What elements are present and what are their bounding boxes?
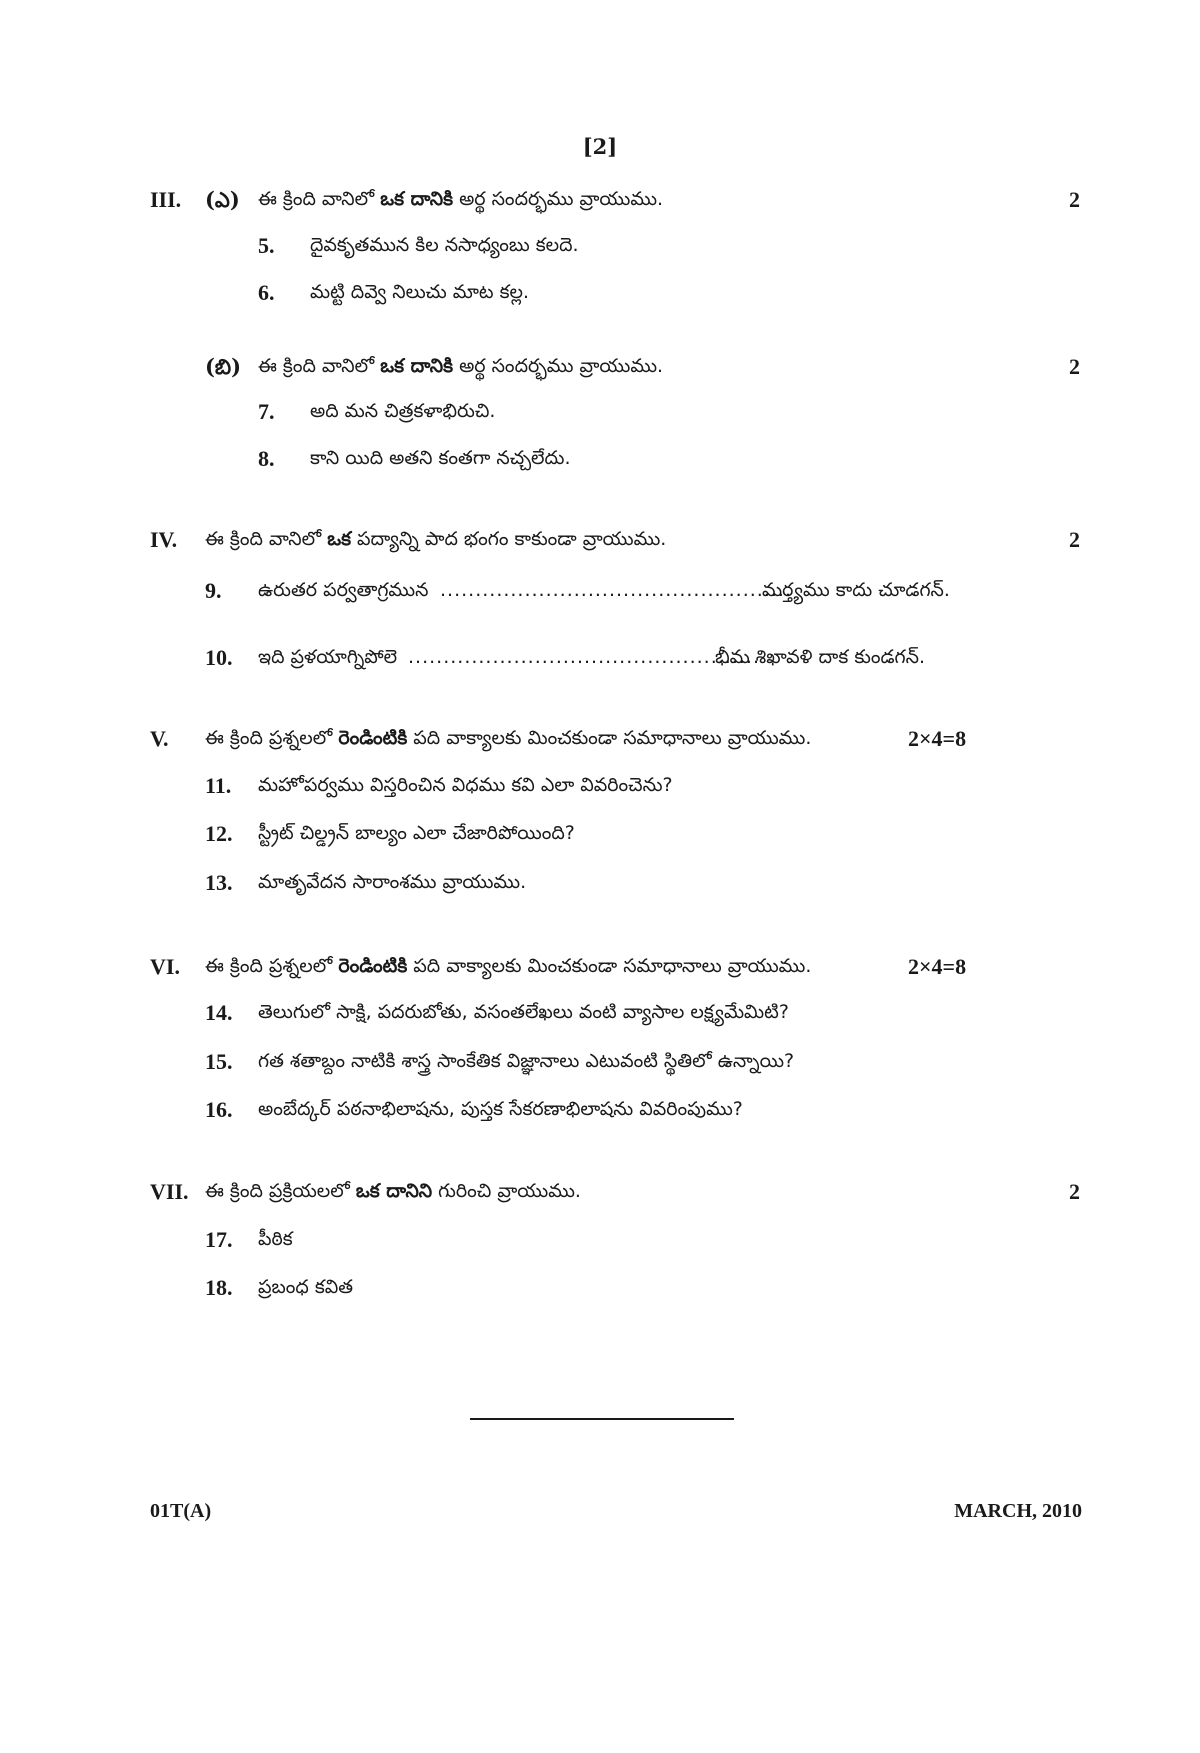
page-number: [2] [582, 134, 618, 159]
section-vii-numeral: VII. [150, 1179, 189, 1204]
end-divider [470, 1418, 734, 1420]
question-number: 9. [205, 578, 222, 603]
question-number: 7. [258, 399, 275, 424]
section-vii-marks: 2 [1069, 1179, 1080, 1204]
question-text: తెలుగులో సాక్షి, పదరుబోతు, వసంతలేఖలు వంటి వ్యాసాల లక్ష్యమేమిటి? [258, 1001, 789, 1023]
section-vi-numeral: VI. [150, 954, 180, 979]
question-text: స్ట్రీట్ చిల్డ్రన్ బాల్యం ఎలా చేజారిపోయింది? [258, 822, 575, 844]
question-number: 6. [258, 280, 275, 305]
verse-ellipsis: .................................................. [408, 646, 760, 668]
question-text: మాతృవేదన సారాంశము వ్రాయుము. [258, 871, 527, 893]
question-number: 18. [205, 1275, 233, 1300]
paper-code: 01T(A) [150, 1500, 212, 1522]
section-v-marks: 2×4=8 [908, 726, 967, 751]
section-iii-b-instruction: ఈ క్రింది వానిలో ఒక దానికి అర్థ సందర్భము వ్రాయుము. [258, 355, 664, 377]
verse-ellipsis: .................................................. [440, 579, 792, 601]
verse-end: భీమ శిఖావళి దాక కుండగన్. [715, 646, 925, 668]
question-number: 17. [205, 1227, 233, 1252]
section-iv-numeral: IV. [150, 527, 178, 552]
section-vii-instruction: ఈ క్రింది ప్రక్రియలలో ఒక దానిని గురించి వ్రాయుము. [205, 1180, 581, 1202]
section-vi-marks: 2×4=8 [908, 954, 967, 979]
question-text: అంబేద్కర్ పఠనాభిలాషను, పుస్తక సేకరణాభిలాషను వివరింపుము? [258, 1098, 743, 1120]
question-text: పీఠిక [258, 1228, 293, 1250]
exam-date: MARCH, 2010 [954, 1500, 1082, 1522]
question-text: మట్టి దివ్వె నిలుచు మాట కల్ల. [310, 281, 530, 303]
section-v-instruction: ఈ క్రింది ప్రశ్నలలో రెండింటికి పది వాక్యాలకు మించకుండా సమాధానాలు వ్రాయుము. [205, 727, 812, 749]
section-iii-numeral: III. [150, 187, 182, 212]
question-text: ప్రబంధ కవిత [258, 1276, 354, 1298]
section-iii-a-instruction: ఈ క్రింది వానిలో ఒక దానికి అర్థ సందర్భము వ్రాయుము. [258, 188, 664, 210]
question-number: 10. [205, 645, 233, 670]
question-number: 5. [258, 233, 275, 258]
question-number: 14. [205, 1000, 233, 1025]
section-iii-a-marks: 2 [1069, 187, 1080, 212]
verse-start: ఇది ప్రళయాగ్నిపోలె [258, 646, 398, 668]
question-number: 11. [205, 773, 232, 798]
question-number: 12. [205, 821, 233, 846]
question-number: 8. [258, 446, 275, 471]
question-number: 15. [205, 1049, 233, 1074]
verse-start: ఉరుతర పర్వతాగ్రమున [258, 579, 429, 601]
question-text: దైవకృతమున కిల నసాధ్యంబు కలదె. [310, 234, 579, 256]
verse-end: మర్త్యము కాదు చూడగన్. [762, 579, 950, 601]
section-iii-a-label: (ఎ) [205, 187, 240, 212]
question-number: 16. [205, 1097, 233, 1122]
section-iv-instruction: ఈ క్రింది వానిలో ఒక పద్యాన్ని పాద భంగం కాకుండా వ్రాయుము. [205, 528, 667, 550]
question-number: 13. [205, 870, 233, 895]
section-iv-marks: 2 [1069, 527, 1080, 552]
section-v-numeral: V. [150, 726, 169, 751]
question-text: గత శతాబ్దం నాటికి శాస్త్ర సాంకేతిక విజ్ఞానాలు ఎటువంటి స్థితిలో ఉన్నాయి? [258, 1050, 795, 1072]
question-text: అది మన చిత్రకళాభిరుచి. [310, 400, 496, 422]
section-iii-b-marks: 2 [1069, 354, 1080, 379]
section-iii-b-label: (బి) [205, 354, 242, 379]
question-text: కాని యిది అతని కంతగా నచ్చలేదు. [310, 447, 571, 469]
section-vi-instruction: ఈ క్రింది ప్రశ్నలలో రెండింటికి పది వాక్యాలకు మించకుండా సమాధానాలు వ్రాయుము. [205, 955, 812, 977]
question-text: మహోపర్వము విస్తరించిన విధము కవి ఎలా వివరించెను? [258, 774, 673, 796]
